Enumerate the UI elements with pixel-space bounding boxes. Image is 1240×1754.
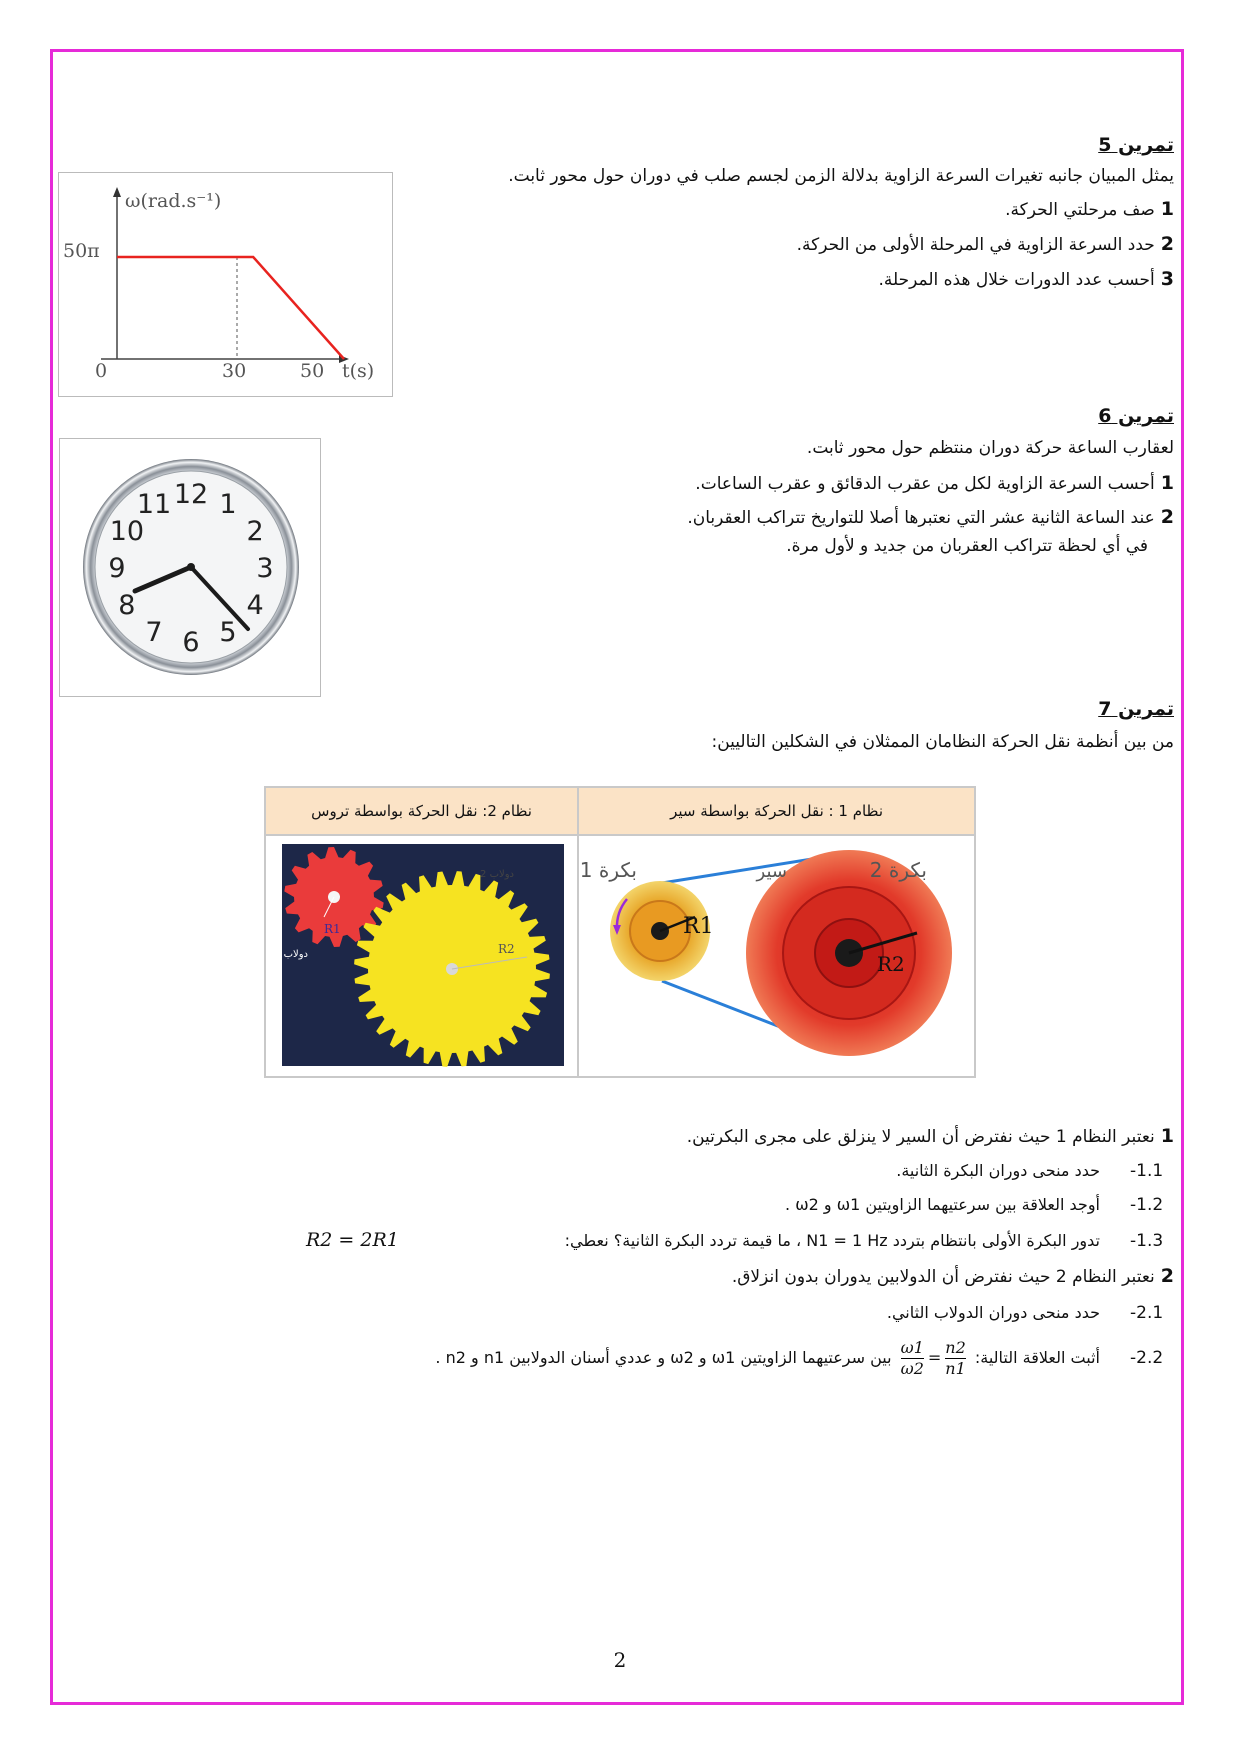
exercise-6-question-2-continuation: في أي لحظة تتراكب العقربان من جديد و لأول مرة. <box>786 536 1148 556</box>
exercise-5-question-1: 1صف مرحلتي الحركة. <box>1005 198 1174 220</box>
exercise-7-question-2-2: 2.2-أثبت العلاقة التالية: $\frac{n2}{n1}$ = $\frac{\omega 1}{\omega 2}$ بين سرعتيهما الزاويتين ω1 و ω2 و عددي أسنان الدولابين n1 و n2 . <box>435 1338 1164 1378</box>
belt-label: سير <box>756 861 787 882</box>
x-tick-50: 50 <box>300 360 325 382</box>
wall-clock <box>60 439 320 696</box>
exercise-7-question-1: 1نعتبر النظام 1 حيث نفترض أن السير لا ينزلق على مجرى البكرتين. <box>686 1125 1174 1147</box>
gear-ratio-left: $\frac{\omega 1}{\omega 2}$ <box>900 1338 924 1378</box>
system-1-header: نظام 1 : نقل الحركة بواسطة سير <box>578 787 975 835</box>
exercise-7-title: تمرين 7 <box>1098 698 1174 720</box>
exercise-5-title: تمرين 5 <box>1098 134 1174 156</box>
clock-number-8: 8 <box>118 590 136 621</box>
exercise-7-question-1-3: 1.3-تدور البكرة الأولى بانتظام بتردد N1 = 1 Hz ، ما قيمة تردد البكرة الثانية؟ نعطي: <box>564 1231 1164 1251</box>
y-tick-label: 50π <box>63 240 100 262</box>
pulley-r2-label: R2 <box>876 952 905 976</box>
given-radius-relation: R2 = 2R1 <box>306 1229 399 1251</box>
gear-r2-label: R2 <box>497 942 515 956</box>
y-axis-arrow <box>113 187 121 197</box>
clock-number-1: 1 <box>219 488 237 520</box>
exercise-7-question-2-1: 2.1-حدد منحى دوران الدولاب الثاني. <box>886 1303 1164 1323</box>
pulley-r1-label: R1 <box>682 914 714 939</box>
exercise-6-intro: لعقارب الساعة حركة دوران منتظم حول محور ثابت. <box>806 438 1174 458</box>
exercise-6-question-2: 2عند الساعة الثانية عشر التي نعتبرها أصلا للتواريخ تتراكب العقربان. <box>687 506 1174 528</box>
clock-center <box>187 563 195 571</box>
exercise-5-intro: يمثل المبيان جانبه تغيرات السرعة الزاوية بدلالة الزمن لجسم صلب في دوران حول محور ثابت. <box>508 166 1174 186</box>
clock-number-6: 6 <box>182 627 200 658</box>
y-axis-label: ω(rad.s⁻¹) <box>125 190 222 212</box>
exercise-6-question-1: 1أحسب السرعة الزاوية لكل من عقرب الدقائق و عقرب الساعات. <box>695 472 1174 494</box>
gear-ratio-right: $\frac{n2}{n1}$ <box>945 1338 966 1378</box>
exercise-7-intro: من بين أنظمة نقل الحركة النظامان الممثلان في الشكلين التاليين: <box>711 732 1174 752</box>
x-tick-0: 0 <box>95 360 108 382</box>
pulleys-cell <box>578 835 975 1077</box>
pulley-2-label: بكرة 2 <box>869 858 927 882</box>
exercise-6-title: تمرين 6 <box>1098 405 1174 427</box>
gear-2-label: دولاب 2 <box>479 869 514 880</box>
page-number: 2 <box>613 1648 627 1672</box>
clock-number-4: 4 <box>246 590 264 621</box>
clock-number-2: 2 <box>246 516 264 547</box>
x-tick-30: 30 <box>222 360 247 382</box>
clock-number-5: 5 <box>219 617 237 649</box>
exercise-7-question-2: 2نعتبر النظام 2 حيث نفترض أن الدولابين يدوران بدون انزلاق. <box>731 1265 1174 1287</box>
clock-number-9: 9 <box>108 553 126 584</box>
clock-number-11: 11 <box>136 488 172 520</box>
clock-photo <box>59 438 321 697</box>
angular-velocity-graph <box>58 172 393 397</box>
clock-number-3: 3 <box>256 553 274 584</box>
pulley-system-figure <box>579 841 967 1067</box>
clock-number-12: 12 <box>173 479 209 510</box>
x-axis-label: t(s) <box>342 360 375 382</box>
transmission-systems-table <box>264 786 976 1078</box>
angular-velocity-chart <box>59 173 392 396</box>
clock-number-10: 10 <box>109 516 145 547</box>
system-2-header: نظام 2: نقل الحركة بواسطة تروس <box>265 787 578 835</box>
clock-number-7: 7 <box>145 617 163 649</box>
exercise-5-question-2: 2حدد السرعة الزاوية في المرحلة الأولى من الحركة. <box>796 233 1174 255</box>
omega-series-line <box>117 257 344 359</box>
exercise-5-question-3: 3أحسب عدد الدورات خلال هذه المرحلة. <box>878 268 1174 290</box>
gears-cell <box>265 835 578 1077</box>
gear-1-label: دولاب 1 <box>273 949 308 960</box>
gear-r1-label: R1 <box>323 922 341 936</box>
exercise-7-question-1-2: 1.2-أوجد العلاقة بين سرعتيهما الزاويتين ω1 و ω2 . <box>785 1195 1164 1215</box>
exercise-7-question-1-1: 1.1-حدد منحى دوران البكرة الثانية. <box>896 1161 1164 1181</box>
gear-system-figure <box>272 841 572 1067</box>
pulley-1-label: بكرة 1 <box>579 858 637 882</box>
